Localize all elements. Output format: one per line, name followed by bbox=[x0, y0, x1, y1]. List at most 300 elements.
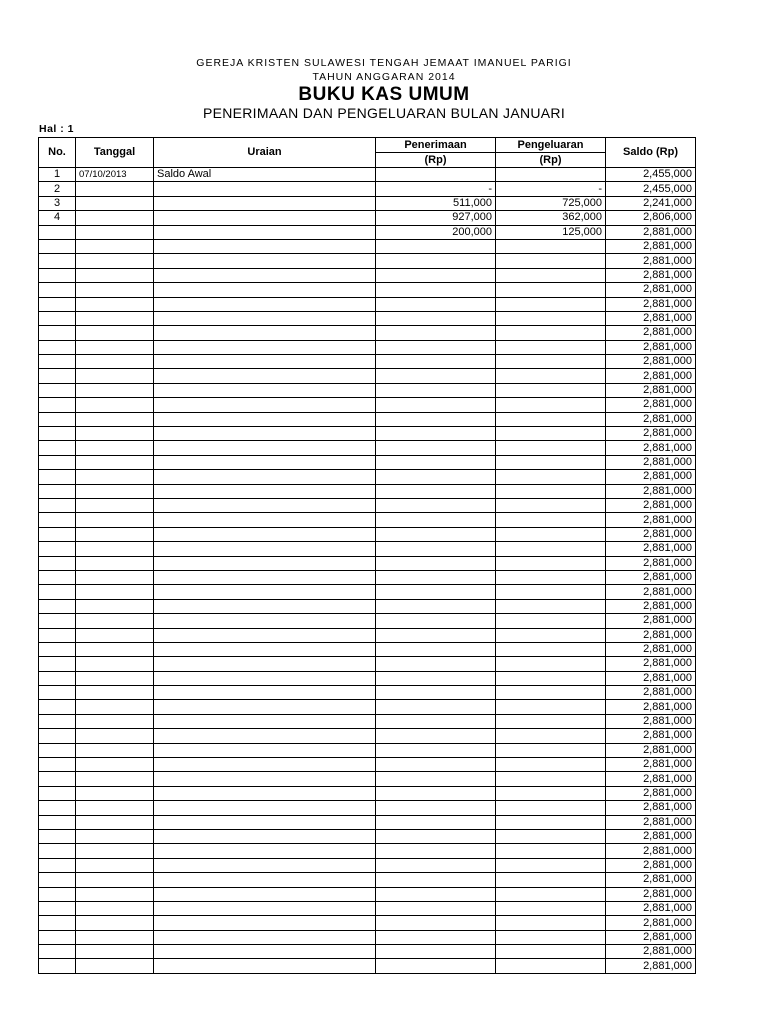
cell-description bbox=[154, 959, 376, 974]
ledger-body bbox=[39, 168, 696, 974]
cell-description bbox=[154, 815, 376, 829]
cell-receipts bbox=[376, 297, 496, 311]
cell-description bbox=[154, 340, 376, 354]
cell-description bbox=[154, 498, 376, 512]
table-row bbox=[39, 642, 696, 656]
cell-receipts bbox=[376, 916, 496, 930]
cell-description bbox=[154, 326, 376, 340]
cell-balance: 2,881,000 bbox=[606, 829, 696, 843]
table-row bbox=[39, 182, 696, 196]
cell-expenses bbox=[496, 714, 606, 728]
cell-expenses: 362,000 bbox=[496, 211, 606, 225]
cell-expenses bbox=[496, 844, 606, 858]
cell-date bbox=[76, 383, 154, 397]
table-row bbox=[39, 887, 696, 901]
cell-expenses bbox=[496, 427, 606, 441]
cell-expenses bbox=[496, 570, 606, 584]
cell-date bbox=[76, 498, 154, 512]
cell-balance: 2,881,000 bbox=[606, 686, 696, 700]
cell-date bbox=[76, 729, 154, 743]
table-row bbox=[39, 916, 696, 930]
cell-date bbox=[76, 887, 154, 901]
cell-balance: 2,881,000 bbox=[606, 916, 696, 930]
cell-no bbox=[39, 225, 76, 239]
cell-expenses bbox=[496, 283, 606, 297]
table-row bbox=[39, 211, 696, 225]
cell-no bbox=[39, 470, 76, 484]
cell-date bbox=[76, 470, 154, 484]
cell-description bbox=[154, 743, 376, 757]
cell-description bbox=[154, 599, 376, 613]
cell-expenses bbox=[496, 729, 606, 743]
table-row bbox=[39, 427, 696, 441]
cell-no: 2 bbox=[39, 182, 76, 196]
cell-expenses bbox=[496, 642, 606, 656]
cell-description bbox=[154, 542, 376, 556]
cell-balance: 2,881,000 bbox=[606, 801, 696, 815]
cell-no bbox=[39, 642, 76, 656]
cell-date bbox=[76, 225, 154, 239]
cell-balance: 2,881,000 bbox=[606, 844, 696, 858]
cell-balance: 2,881,000 bbox=[606, 873, 696, 887]
cell-date bbox=[76, 901, 154, 915]
fiscal-year: TAHUN ANGGARAN 2014 bbox=[312, 71, 456, 83]
cell-date bbox=[76, 297, 154, 311]
cell-receipts bbox=[376, 484, 496, 498]
cell-description bbox=[154, 369, 376, 383]
cell-date bbox=[76, 829, 154, 843]
table-row bbox=[39, 930, 696, 944]
cell-description bbox=[154, 858, 376, 872]
table-row bbox=[39, 743, 696, 757]
table-row bbox=[39, 585, 696, 599]
cell-date bbox=[76, 196, 154, 210]
cell-expenses bbox=[496, 657, 606, 671]
cell-receipts bbox=[376, 168, 496, 182]
cell-expenses bbox=[496, 599, 606, 613]
cell-receipts bbox=[376, 930, 496, 944]
cell-no bbox=[39, 283, 76, 297]
cell-description bbox=[154, 585, 376, 599]
table-row bbox=[39, 254, 696, 268]
cell-receipts bbox=[376, 901, 496, 915]
cell-balance: 2,881,000 bbox=[606, 714, 696, 728]
cell-receipts bbox=[376, 326, 496, 340]
cell-description bbox=[154, 239, 376, 253]
cell-balance: 2,881,000 bbox=[606, 484, 696, 498]
cash-ledger-table bbox=[38, 137, 696, 974]
table-row bbox=[39, 858, 696, 872]
cell-no: 3 bbox=[39, 196, 76, 210]
cell-date bbox=[76, 254, 154, 268]
cell-no bbox=[39, 887, 76, 901]
cell-receipts bbox=[376, 873, 496, 887]
cell-balance: 2,881,000 bbox=[606, 858, 696, 872]
cell-balance: 2,881,000 bbox=[606, 527, 696, 541]
cell-expenses bbox=[496, 873, 606, 887]
table-row bbox=[39, 671, 696, 685]
table-row bbox=[39, 283, 696, 297]
cell-balance: 2,241,000 bbox=[606, 196, 696, 210]
cell-receipts bbox=[376, 570, 496, 584]
cell-description bbox=[154, 311, 376, 325]
cell-date bbox=[76, 772, 154, 786]
table-row bbox=[39, 412, 696, 426]
cell-no bbox=[39, 412, 76, 426]
table-row bbox=[39, 196, 696, 210]
cell-receipts bbox=[376, 801, 496, 815]
cell-receipts bbox=[376, 527, 496, 541]
cell-balance: 2,455,000 bbox=[606, 182, 696, 196]
cell-date bbox=[76, 441, 154, 455]
table-row bbox=[39, 599, 696, 613]
cell-description bbox=[154, 441, 376, 455]
table-row bbox=[39, 326, 696, 340]
cell-date bbox=[76, 657, 154, 671]
cell-balance: 2,881,000 bbox=[606, 441, 696, 455]
cell-description bbox=[154, 714, 376, 728]
table-row bbox=[39, 470, 696, 484]
cell-receipts bbox=[376, 642, 496, 656]
cell-expenses bbox=[496, 383, 606, 397]
cell-no bbox=[39, 829, 76, 843]
table-row bbox=[39, 311, 696, 325]
cell-receipts bbox=[376, 311, 496, 325]
table-row bbox=[39, 801, 696, 815]
cell-receipts bbox=[376, 585, 496, 599]
cell-no bbox=[39, 801, 76, 815]
cell-balance: 2,881,000 bbox=[606, 556, 696, 570]
cell-date bbox=[76, 585, 154, 599]
table-row bbox=[39, 484, 696, 498]
cell-no bbox=[39, 686, 76, 700]
cell-no bbox=[39, 959, 76, 974]
cell-balance: 2,881,000 bbox=[606, 786, 696, 800]
cell-date bbox=[76, 427, 154, 441]
cell-date bbox=[76, 326, 154, 340]
table-row bbox=[39, 873, 696, 887]
table-row bbox=[39, 239, 696, 253]
cell-date bbox=[76, 628, 154, 642]
cell-receipts bbox=[376, 369, 496, 383]
cell-no bbox=[39, 498, 76, 512]
cell-expenses bbox=[496, 556, 606, 570]
cell-receipts bbox=[376, 254, 496, 268]
cell-balance: 2,881,000 bbox=[606, 700, 696, 714]
cell-description bbox=[154, 829, 376, 843]
cell-description bbox=[154, 930, 376, 944]
cell-no bbox=[39, 729, 76, 743]
cell-expenses bbox=[496, 700, 606, 714]
table-row bbox=[39, 657, 696, 671]
cell-date bbox=[76, 758, 154, 772]
cell-balance: 2,881,000 bbox=[606, 959, 696, 974]
table-row bbox=[39, 340, 696, 354]
cell-description bbox=[154, 254, 376, 268]
cell-date bbox=[76, 268, 154, 282]
cell-expenses bbox=[496, 786, 606, 800]
cell-no: 1 bbox=[39, 168, 76, 182]
cell-balance: 2,806,000 bbox=[606, 211, 696, 225]
cell-expenses bbox=[496, 297, 606, 311]
cell-receipts bbox=[376, 412, 496, 426]
cell-balance: 2,881,000 bbox=[606, 283, 696, 297]
cell-date bbox=[76, 455, 154, 469]
cell-description bbox=[154, 297, 376, 311]
cell-receipts bbox=[376, 599, 496, 613]
cell-date bbox=[76, 959, 154, 974]
cell-description bbox=[154, 887, 376, 901]
cell-expenses bbox=[496, 326, 606, 340]
cell-no bbox=[39, 268, 76, 282]
cell-balance: 2,881,000 bbox=[606, 455, 696, 469]
cell-balance: 2,881,000 bbox=[606, 355, 696, 369]
cell-receipts bbox=[376, 844, 496, 858]
cell-receipts bbox=[376, 470, 496, 484]
cell-expenses bbox=[496, 542, 606, 556]
cell-date bbox=[76, 671, 154, 685]
table-row bbox=[39, 786, 696, 800]
cell-description bbox=[154, 671, 376, 685]
cell-receipts bbox=[376, 441, 496, 455]
table-row bbox=[39, 383, 696, 397]
cell-date bbox=[76, 542, 154, 556]
cell-receipts bbox=[376, 858, 496, 872]
cell-no bbox=[39, 844, 76, 858]
cell-date bbox=[76, 801, 154, 815]
cell-description bbox=[154, 844, 376, 858]
cell-no bbox=[39, 758, 76, 772]
table-row bbox=[39, 829, 696, 843]
cell-receipts bbox=[376, 686, 496, 700]
cell-date bbox=[76, 945, 154, 959]
cell-balance: 2,881,000 bbox=[606, 743, 696, 757]
cell-no bbox=[39, 916, 76, 930]
cell-date bbox=[76, 398, 154, 412]
cell-receipts bbox=[376, 945, 496, 959]
cell-balance: 2,881,000 bbox=[606, 657, 696, 671]
table-row bbox=[39, 714, 696, 728]
cell-balance: 2,455,000 bbox=[606, 168, 696, 182]
cell-description bbox=[154, 686, 376, 700]
cell-expenses bbox=[496, 758, 606, 772]
cell-date bbox=[76, 311, 154, 325]
cell-receipts bbox=[376, 239, 496, 253]
cell-expenses bbox=[496, 901, 606, 915]
cell-receipts bbox=[376, 743, 496, 757]
cell-balance: 2,881,000 bbox=[606, 383, 696, 397]
cell-expenses bbox=[496, 772, 606, 786]
cell-expenses bbox=[496, 398, 606, 412]
cell-no bbox=[39, 513, 76, 527]
cell-no bbox=[39, 815, 76, 829]
cell-balance: 2,881,000 bbox=[606, 570, 696, 584]
cell-no bbox=[39, 455, 76, 469]
cell-description bbox=[154, 729, 376, 743]
cell-description bbox=[154, 211, 376, 225]
cell-no bbox=[39, 542, 76, 556]
cell-receipts bbox=[376, 758, 496, 772]
table-row bbox=[39, 455, 696, 469]
cell-no bbox=[39, 628, 76, 642]
cell-no bbox=[39, 585, 76, 599]
cell-no bbox=[39, 873, 76, 887]
cell-date bbox=[76, 355, 154, 369]
cell-no bbox=[39, 671, 76, 685]
cell-no bbox=[39, 398, 76, 412]
cell-expenses bbox=[496, 268, 606, 282]
cell-expenses bbox=[496, 369, 606, 383]
page-subtitle: PENERIMAAN DAN PENGELUARAN BULAN JANUARI bbox=[202, 105, 566, 121]
table-row bbox=[39, 398, 696, 412]
cell-no bbox=[39, 786, 76, 800]
cell-balance: 2,881,000 bbox=[606, 772, 696, 786]
cell-no bbox=[39, 311, 76, 325]
cell-description bbox=[154, 268, 376, 282]
cell-no bbox=[39, 441, 76, 455]
cell-date bbox=[76, 599, 154, 613]
cell-expenses bbox=[496, 614, 606, 628]
table-row bbox=[39, 556, 696, 570]
cell-expenses bbox=[496, 412, 606, 426]
cell-balance: 2,881,000 bbox=[606, 758, 696, 772]
cell-description bbox=[154, 614, 376, 628]
cell-expenses bbox=[496, 513, 606, 527]
cell-balance: 2,881,000 bbox=[606, 311, 696, 325]
cell-expenses: 725,000 bbox=[496, 196, 606, 210]
table-row bbox=[39, 628, 696, 642]
cell-balance: 2,881,000 bbox=[606, 239, 696, 253]
cell-receipts bbox=[376, 628, 496, 642]
cell-description bbox=[154, 412, 376, 426]
col-header-no: No. bbox=[39, 138, 76, 168]
cell-no bbox=[39, 743, 76, 757]
cell-receipts bbox=[376, 542, 496, 556]
cell-balance: 2,881,000 bbox=[606, 297, 696, 311]
col-header-receipts-unit: (Rp) bbox=[376, 153, 496, 168]
cell-expenses bbox=[496, 743, 606, 757]
cell-no bbox=[39, 714, 76, 728]
cell-expenses bbox=[496, 671, 606, 685]
table-row bbox=[39, 297, 696, 311]
cell-balance: 2,881,000 bbox=[606, 498, 696, 512]
cell-date bbox=[76, 527, 154, 541]
cell-expenses bbox=[496, 585, 606, 599]
cell-no bbox=[39, 599, 76, 613]
table-row bbox=[39, 570, 696, 584]
cell-no bbox=[39, 945, 76, 959]
cell-expenses bbox=[496, 959, 606, 974]
table-row bbox=[39, 441, 696, 455]
cell-no bbox=[39, 383, 76, 397]
cell-expenses bbox=[496, 628, 606, 642]
cell-balance: 2,881,000 bbox=[606, 268, 696, 282]
cell-description: Saldo Awal bbox=[154, 168, 376, 182]
cell-expenses bbox=[496, 355, 606, 369]
cell-receipts: - bbox=[376, 182, 496, 196]
cell-no bbox=[39, 614, 76, 628]
cell-date bbox=[76, 700, 154, 714]
table-row bbox=[39, 614, 696, 628]
cell-no bbox=[39, 772, 76, 786]
cell-receipts bbox=[376, 714, 496, 728]
cell-balance: 2,881,000 bbox=[606, 427, 696, 441]
table-row bbox=[39, 772, 696, 786]
cell-receipts bbox=[376, 427, 496, 441]
cell-receipts bbox=[376, 268, 496, 282]
cell-receipts bbox=[376, 786, 496, 800]
cell-balance: 2,881,000 bbox=[606, 585, 696, 599]
cell-description bbox=[154, 355, 376, 369]
cell-no bbox=[39, 930, 76, 944]
cell-no bbox=[39, 527, 76, 541]
page-number: Hal : 1 bbox=[39, 123, 75, 135]
table-row bbox=[39, 945, 696, 959]
col-header-expenses-unit: (Rp) bbox=[496, 153, 606, 168]
cell-balance: 2,881,000 bbox=[606, 412, 696, 426]
cell-description bbox=[154, 484, 376, 498]
cell-balance: 2,881,000 bbox=[606, 945, 696, 959]
cell-receipts: 927,000 bbox=[376, 211, 496, 225]
cell-date bbox=[76, 786, 154, 800]
cell-expenses bbox=[496, 311, 606, 325]
cell-expenses: 125,000 bbox=[496, 225, 606, 239]
cell-receipts bbox=[376, 498, 496, 512]
cell-balance: 2,881,000 bbox=[606, 671, 696, 685]
cell-expenses bbox=[496, 168, 606, 182]
cell-date bbox=[76, 714, 154, 728]
cell-no bbox=[39, 239, 76, 253]
cell-description bbox=[154, 182, 376, 196]
cell-no bbox=[39, 340, 76, 354]
cell-balance: 2,881,000 bbox=[606, 642, 696, 656]
cell-balance: 2,881,000 bbox=[606, 887, 696, 901]
cell-expenses bbox=[496, 498, 606, 512]
cell-no bbox=[39, 570, 76, 584]
cell-no bbox=[39, 369, 76, 383]
cell-date bbox=[76, 686, 154, 700]
cell-expenses bbox=[496, 801, 606, 815]
cell-receipts bbox=[376, 355, 496, 369]
cell-expenses: - bbox=[496, 182, 606, 196]
page-title: BUKU KAS UMUM bbox=[298, 84, 470, 105]
cell-receipts bbox=[376, 829, 496, 843]
cell-no bbox=[39, 297, 76, 311]
cell-date bbox=[76, 211, 154, 225]
cell-receipts bbox=[376, 959, 496, 974]
cell-description bbox=[154, 657, 376, 671]
table-row bbox=[39, 355, 696, 369]
cell-expenses bbox=[496, 254, 606, 268]
table-row bbox=[39, 901, 696, 915]
cell-description bbox=[154, 772, 376, 786]
cell-description bbox=[154, 945, 376, 959]
cell-description bbox=[154, 398, 376, 412]
cell-no bbox=[39, 355, 76, 369]
cell-no: 4 bbox=[39, 211, 76, 225]
cell-date bbox=[76, 873, 154, 887]
cell-description bbox=[154, 628, 376, 642]
cell-description bbox=[154, 283, 376, 297]
col-header-description: Uraian bbox=[154, 138, 376, 168]
table-row bbox=[39, 513, 696, 527]
cell-expenses bbox=[496, 858, 606, 872]
cell-balance: 2,881,000 bbox=[606, 326, 696, 340]
cell-description bbox=[154, 383, 376, 397]
cell-description bbox=[154, 225, 376, 239]
cell-date bbox=[76, 614, 154, 628]
cell-balance: 2,881,000 bbox=[606, 930, 696, 944]
